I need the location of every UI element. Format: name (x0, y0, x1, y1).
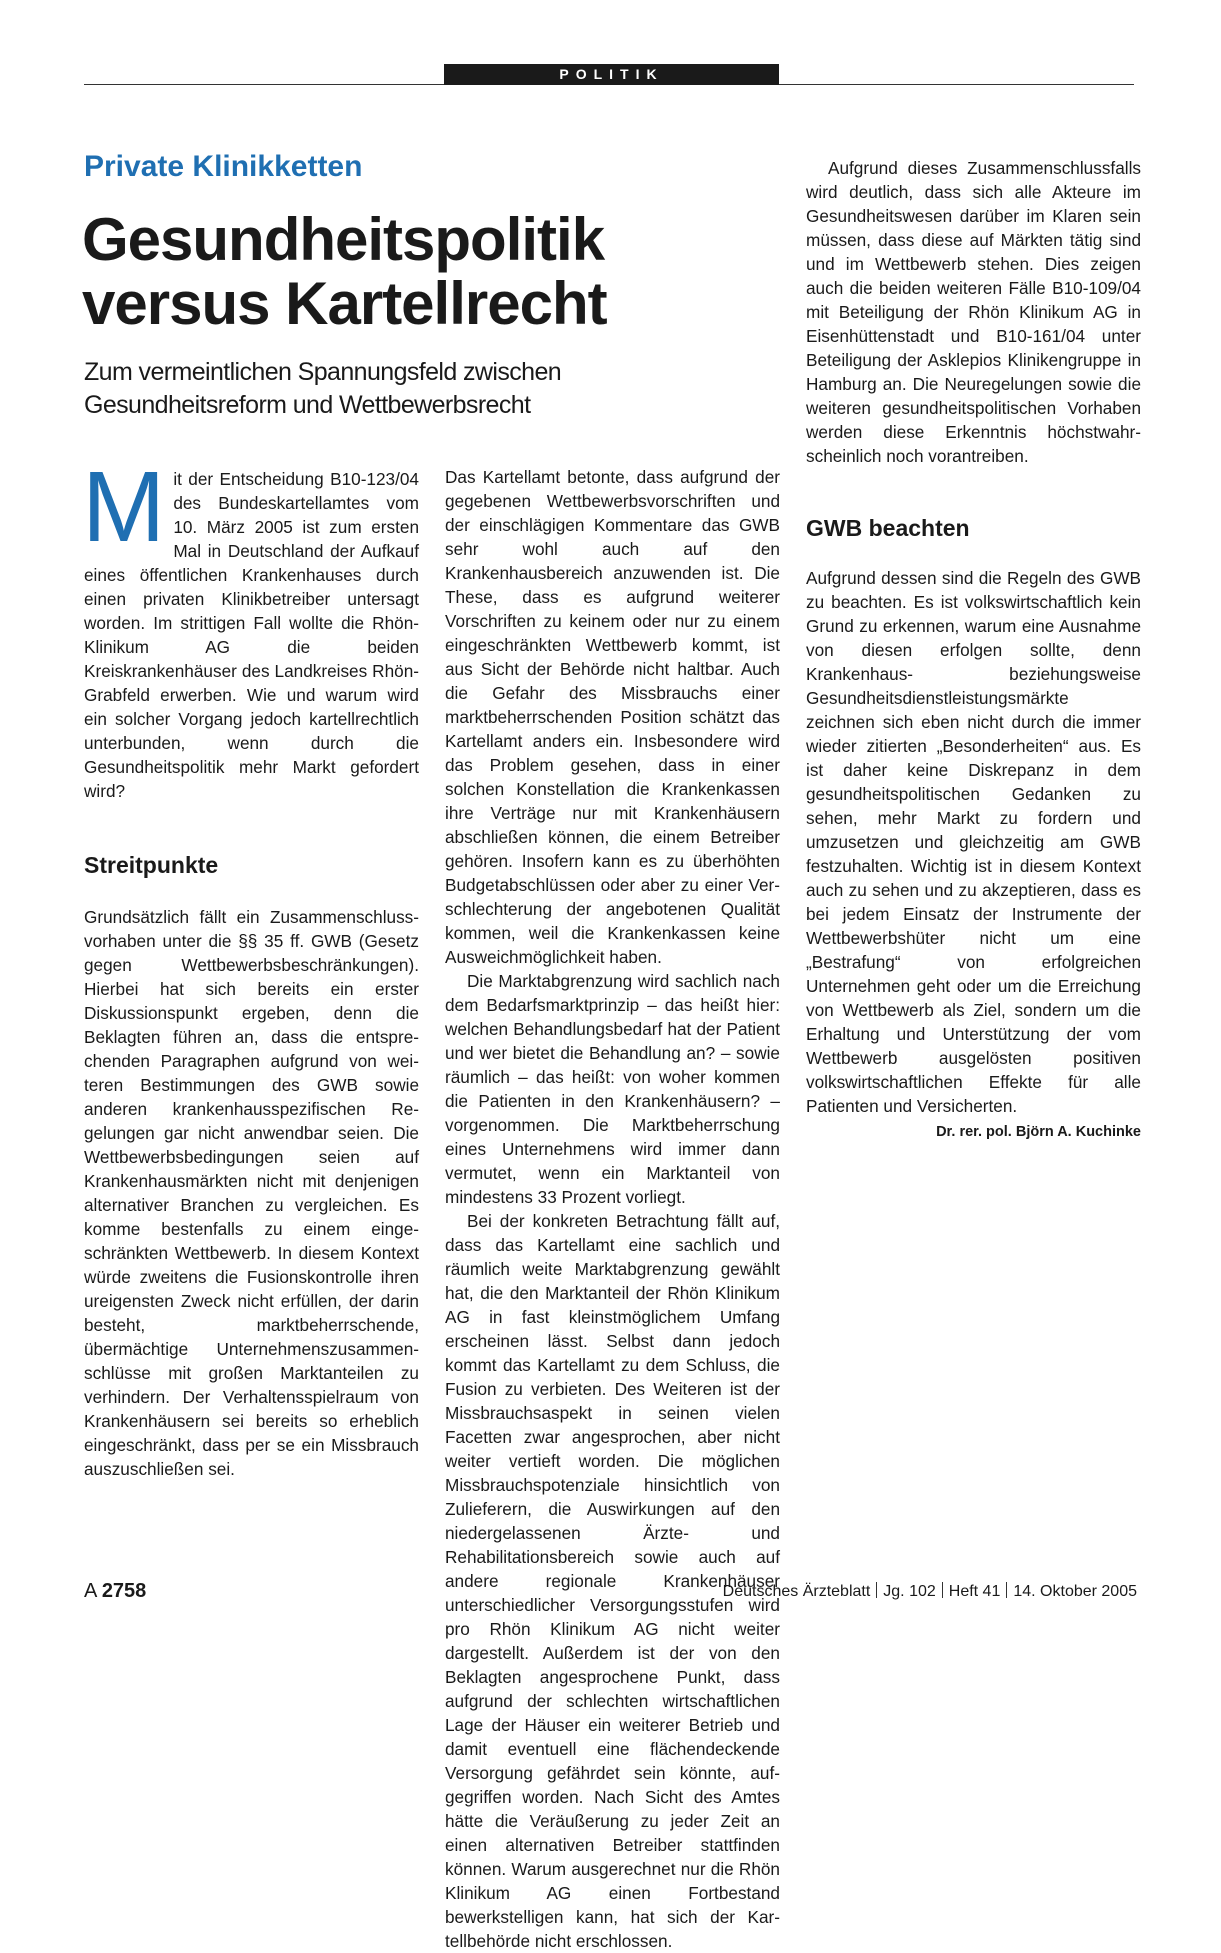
page-number (84, 1580, 146, 1603)
section-tag: POLITIK (444, 64, 779, 85)
journal-info (723, 1582, 1137, 1601)
body-paragraph: Bei der konkreten Betrachtung fällt auf, dass das Kartellamt eine sachlich und räumlich weite Marktabgrenzung gewählt hat, die den Marktanteil der Rhön Klinikum AG in fast kleinstmöglichem Umfang erscheinen lässt. Selbst dann jedoch kommt das Kartellamt zu dem Schluss, die Fusion zu verbieten. Des Weiteren ist der Missbrauchsaspekt in seinen vielen Facetten zwar angesprochen, aber nicht weiter vertieft worden. Die möglichen Missbrauchspotenziale hinsichtlich von Zulieferern, die Auswirkungen auf den niedergelassenen Ärzte- und Rehabilitationsbereich sowie auch auf andere regionale Krankenhäuser unterschiedlicher Versorgungsstufen wird pro Rhön Klinikum AG nicht weiter dargestellt. Außerdem ist der von den Beklagten angesprochene Punkt, dass aufgrund der schlechten wirtschaftlichen Lage der Häuser ein weiterer Betrieb und damit eventuell eine flächendeckende Versorgung gefährdet sein könnte, aufgegriffen worden. Nach Sicht des Amtes hätte die Veräußerung zu jeder Zeit an einen alternativen Betreiber stattfinden können. Warum ausgerechnet nur die Rhön Klinikum AG einen Fortbestand bewerkstelligen kann, hat sich der Kartellbehörde nicht erschlossen. (445, 1211, 780, 1951)
separator (942, 1582, 943, 1598)
dropcap: M (82, 451, 166, 563)
column-2 (445, 465, 780, 1953)
article-deck: Zum vermeintlichen Spannungsfeld zwischen Gesundheitsreform und Wettbewerbsrecht (84, 358, 562, 419)
page-number-value: 2758 (101, 1580, 147, 1602)
body-paragraph-final (806, 566, 1141, 1140)
page-prefix: A (84, 1580, 97, 1602)
article-kicker: Private Klinikketten (84, 150, 363, 183)
column-3 (806, 156, 1141, 1144)
body-paragraph: Aufgrund dieses Zusammenschlussfalls wird deutlich, dass sich alle Akteure im Gesundheitswesen darüber im Klaren sein müssen, dass diese auf Märkten tätig sind und im Wettbewerb stehen. Dies zeigen auch die beiden weiteren Fälle B10-109/04 mit Beteiligung der Rhön Klinikum AG in Eisenhüttenstadt und B10-161/04 unter Beteiligung der Asklepios Klinikengruppe in Hamburg an. Die Neuregelungen sowie die weiteren gesundheitspolitischen Vorhaben werden diese Erkenntnis höchstwahrscheinlich noch vorantreiben. (806, 158, 1141, 466)
body-paragraph: Grundsätzlich fällt ein Zusammenschlussvorhaben unter die §§ 35 ff. GWB (Gesetz gegen Wettbewerbsbeschränkungen). Hierbei hat sich bereits ein erster Diskussionspunkt ergeben, denn die Beklagten führen an, dass die entsprechenden Paragraphen aufgrund von weiteren Bestimmungen des GWB sowie anderen krankenhausspezifischen Regelungen gar nicht anwendbar seien. Die Wettbewerbsbedingungen seien auf Krankenhausmärkten nicht mit denjenigen alternativer Branchen zu vergleichen. Es komme bestenfalls zu einem eingeschränkten Wettbewerb. In diesem Kontext würde zweitens die Fusionskontrolle ihren ureigensten Zweck nicht erfüllen, der darin besteht, marktbeherrschende, übermächtige Unternehmenszusammenschlüsse mit großen Marktanteilen zu verhindern. Der Verhaltensspielraum von Krankenhäusern sei bereits so erheblich eingeschränkt, dass per se ein Missbrauch auszuschließen sei. (84, 907, 419, 1479)
intro-paragraph (82, 451, 419, 803)
headline-line-1: Gesundheitspolitik (82, 206, 605, 273)
article-headline (82, 208, 607, 336)
final-text: Aufgrund dessen sind die Regeln des GWB zu beachten. Es ist volkswirtschaftlich kein Grund zu erkennen, warum eine Ausnahme von diesen erfolgen sollte, denn Krankenhaus- beziehungsweise Gesundheitsdienstleistungsmärkte zeichnen sich eben nicht durch die immer wieder zitierten „Besonderheiten“ aus. Es ist daher keine Diskrepanz in dem gesundheitspolitischen Gedanken zu sehen, mehr Markt zu fordern und umzusetzen und gleichzeitig am GWB festzuhalten. Wichtig ist in diesem Kontext auch zu sehen und zu akzeptieren, dass es bei jedem Einsatz der Instrumente der Wettbewerbshüter nicht um eine „Bestrafung“ von erfolgreichen Unternehmen geht oder um die Erreichung von Wettbewerb als Ziel, sondern um die Erhaltung und Unterstützung der vom Wettbewerb ausgelösten positiven volkswirtschaftlichen Effekte für alle Patienten und Versicherten. (806, 568, 1141, 1116)
author-byline: Dr. rer. pol. Björn A. Kuchinke (936, 1124, 1141, 1140)
journal-volume: Jg. 102 (883, 1583, 936, 1600)
intro-text: it der Entscheidung B10-123/04 des Bundeskartellamtes vom 10. März 2005 ist zum ersten Mal in Deutschland der Aufkauf eines öffentlichen Krankenhauses durch einen privaten Klinikbetreiber untersagt worden. Im strittigen Fall wollte die Rhön-Klinikum AG die beiden Kreiskrankenhäuser des Landkreises Rhön-Grabfeld erwerben. Wie und warum wird ein solcher Vorgang jedoch kartellrechtlich unterbunden, wenn durch die Gesundheitspolitik mehr Markt gefordert wird? (84, 469, 419, 801)
separator (1006, 1582, 1007, 1598)
subhead-gwb-beachten: GWB beachten (806, 515, 970, 541)
column-1 (82, 451, 419, 1481)
headline-line-2: versus Kartellrecht (82, 270, 607, 337)
subhead-streitpunkte: Streitpunkte (84, 852, 219, 878)
journal-date: 14. Oktober 2005 (1013, 1583, 1137, 1600)
journal-name: Deutsches Ärzteblatt (722, 1583, 871, 1600)
body-paragraph: Die Marktabgrenzung wird sachlich nach dem Bedarfsmarktprinzip – das heißt hier: welchen Behandlungsbedarf hat der Patient und wer bietet die Behandlung an? – sowie räumlich – das heißt: von woher kommen die Patienten in den Krankenhäusern? – vorgenommen. Die Marktbeherrschung eines Unternehmens wird immer dann vermutet, wenn ein Marktanteil von mindestens 33 Prozent vorliegt. (445, 971, 780, 1207)
separator (876, 1582, 877, 1598)
journal-issue: Heft 41 (948, 1583, 1001, 1600)
body-paragraph: Das Kartellamt betonte, dass aufgrund der gegebenen Wettbewerbsvorschriften und der einschlägigen Kommentare das GWB sehr wohl auch auf den Krankenhausbereich anzuwenden ist. Die These, dass es aufgrund weiterer Vorschriften zu keinem oder nur zu einem eingeschränkten Wettbewerb kommt, ist aus Sicht der Behörde nicht haltbar. Auch die Gefahr des Missbrauchs einer marktbeherrschenden Position schätzt das Kartellamt anders ein. Insbesondere wird das Problem gesehen, dass in einer solchen Konstellation die Krankenkassen ihre Verträge nur mit Krankenhäusern abschließen können, die einem Betreiber gehören. Insofern kann es zu überhöhten Budgetabschlüssen oder aber zu einer Verschlechterung der angebotenen Qualität kommen, weil die Krankenkassen keine Ausweichmöglichkeit haben. (445, 467, 780, 967)
